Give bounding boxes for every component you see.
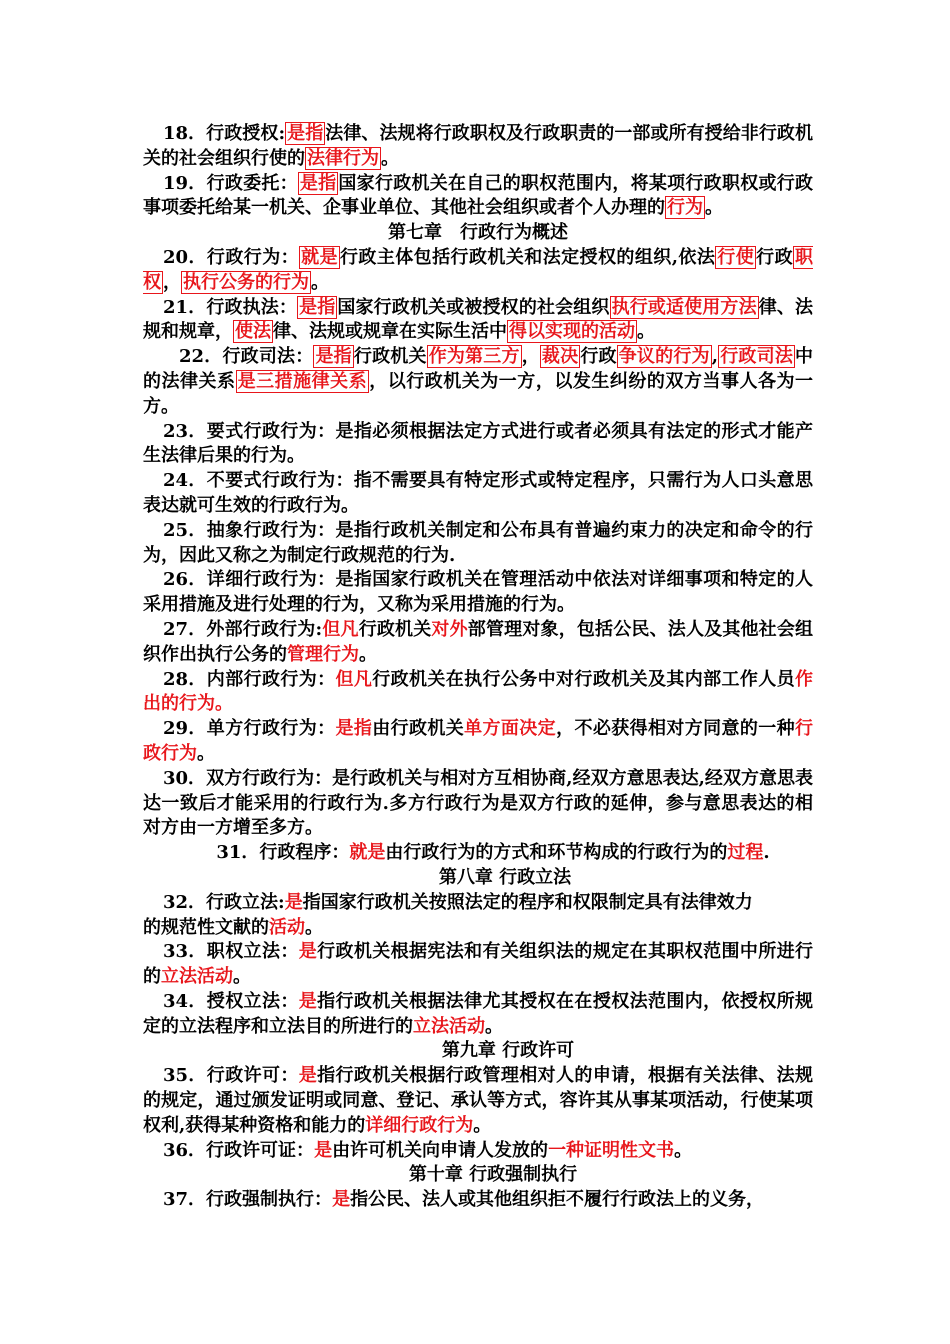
body-text: 部管理对象，包括公民、法人及其他社会组织作出执行公务的 [143, 618, 814, 665]
body-text: 行政 [756, 246, 794, 268]
heading-text: 第七章 行政行为概述 [388, 222, 568, 244]
boxed-highlight-text: 是指 [287, 123, 324, 144]
boxed-highlight-text: 是指 [299, 296, 336, 318]
boxed-highlight-text: 行使 [717, 246, 755, 268]
boxed-highlight-text: 执行公务的行为 [183, 271, 309, 293]
body-text: 中的法律关系 [143, 346, 814, 392]
body-text: 33．职权立法： [163, 941, 299, 963]
body-text: 国家行政机关在自己的职权范围内，将某项行政职权或行政事项委托给某一机关、企事业单位、其他社会组织或者个人办理的 [143, 172, 813, 219]
chapter-heading [143, 221, 813, 246]
body-text: . [763, 842, 770, 864]
definition-paragraph [143, 990, 813, 1040]
boxed-highlight-text: 争议的行为 [618, 346, 710, 368]
body-text: 25．抽象行政行为：是指行政机关制定和公布具有普遍约束力的决定和命令的行为，因此又称之为制定行政规范的行为. [143, 519, 813, 566]
body-text: 18．行政授权: [163, 123, 286, 144]
definition-paragraph [143, 172, 813, 222]
body-text: 指行政机关根据行政管理相对人的申请，根据有关法律、法规的规定，通过颁发证明或同意、登记、承认等方式，容许其从事某项活动，行使某项权利,获得某种资格和能力的 [143, 1065, 813, 1136]
definition-paragraph [143, 122, 813, 172]
body-text: 24．不要式行政行为：指不需要具有特定形式或特定程序，只需行为人口头意思表达就可生效的行政行为。 [143, 470, 813, 516]
red-highlight-text: 是 [298, 990, 318, 1012]
body-text: 行政机关在执行公务中对行政机关及其内部工作人员 [372, 668, 795, 690]
red-highlight-text: 就是 [349, 842, 386, 864]
definition-paragraph [143, 469, 813, 519]
red-highlight-text: 是 [332, 1189, 351, 1211]
body-text: , [711, 346, 719, 368]
body-text: 指公民、法人或其他组织拒不履行行政法上的义务， [350, 1189, 765, 1211]
red-highlight-text: 但凡 [322, 618, 359, 640]
definition-paragraph [143, 717, 813, 767]
boxed-highlight-text: 法律行为 [307, 147, 379, 169]
body-text: 行政主体包括行政机关和法定授权的组织,依法 [339, 246, 716, 268]
definition-paragraph [143, 767, 813, 841]
body-text: 由许可机关向申请人发放的 [332, 1139, 549, 1161]
red-highlight-text: 一种证明性文书 [548, 1139, 675, 1161]
chapter-heading [143, 841, 813, 866]
red-highlight-text: 是 [314, 1139, 333, 1161]
heading-text: 第十章 行政强制执行 [408, 1164, 578, 1186]
body-text: 21．行政执法： [163, 296, 298, 318]
body-text: 由行政机关 [372, 718, 465, 740]
definition-paragraph [143, 916, 813, 941]
definition-paragraph [143, 940, 813, 990]
red-highlight-text: 过程 [727, 842, 764, 864]
boxed-highlight-text: 行政司法 [720, 346, 794, 368]
definition-paragraph [143, 246, 813, 296]
body-text: 。 [381, 147, 399, 169]
boxed-highlight-text: 作为第三方 [428, 346, 520, 368]
body-text: 指行政机关根据法律尤其授权在在授权法范围内，依授权所规定的立法程序和立法目的所进行的 [143, 990, 813, 1037]
red-highlight-text: 是指 [335, 718, 373, 740]
definition-paragraph [143, 296, 813, 346]
body-text: 律、法规或规章在实际生活中 [273, 321, 507, 343]
definition-paragraph [143, 668, 813, 718]
body-text: 36．行政许可证： [163, 1139, 315, 1161]
body-text: 。 [705, 197, 723, 219]
definition-paragraph [143, 1188, 813, 1213]
boxed-highlight-text: 执行或适使用方法 [611, 296, 757, 318]
body-text: ， [521, 346, 540, 368]
body-text: 。 [197, 742, 215, 764]
body-text: 。 [233, 966, 251, 988]
body-text: 22．行政司法： [179, 346, 314, 368]
boxed-highlight-text: 是三措施律关系 [237, 370, 368, 392]
definition-paragraph [143, 1064, 813, 1138]
definition-paragraph [143, 345, 813, 419]
body-text: 。 [674, 1139, 693, 1161]
body-text: 行政 [580, 346, 617, 368]
red-highlight-text: 对外 [431, 618, 468, 640]
body-text: 行政机关根据宪法和有关组织法的规定在其职权范围中所进行的 [143, 941, 813, 988]
red-highlight-text: 立法活动 [413, 1015, 485, 1037]
body-text: 37．行政强制执行： [163, 1189, 333, 1211]
body-text: ，不必获得相对方同意的一种 [556, 718, 796, 740]
body-text: 。 [637, 321, 655, 343]
chapter-heading [143, 866, 813, 891]
red-highlight-text: 活动 [269, 916, 305, 938]
boxed-highlight-text: 是指 [299, 172, 337, 194]
boxed-highlight-text: 裁决 [541, 346, 579, 368]
red-highlight-text: 管理行为 [287, 643, 359, 665]
body-text: 的规范性文献的 [143, 916, 269, 938]
definition-paragraph [143, 568, 813, 618]
body-text: 32．行政立法: [163, 891, 285, 913]
body-text: 31．行政程序： [216, 842, 350, 864]
body-text: ，以行政机关为一方，以发生纠纷的双方当事人各为一方。 [143, 370, 814, 417]
definition-paragraph [143, 891, 813, 916]
definition-paragraph [143, 519, 813, 569]
boxed-highlight-text: 得以实现的活动 [509, 321, 635, 343]
boxed-highlight-text: 使法 [235, 321, 271, 343]
body-text: 29．单方行政行为： [163, 718, 336, 740]
chapter-heading [143, 1163, 813, 1188]
body-text: 由行政行为的方式和环节构成的行政行为的 [385, 842, 728, 864]
red-highlight-text: 立法活动 [161, 966, 233, 988]
body-text: 。 [473, 1114, 492, 1136]
body-text: 26．详细行政行为：是指国家行政机关在管理活动中依法对详细事项和特定的人采用措施及进行处理的行为，又称为采用措施的行为。 [143, 569, 813, 616]
body-text: 28．内部行政行为： [163, 668, 336, 690]
red-highlight-text: 但凡 [335, 668, 373, 690]
heading-text: 第九章 行政许可 [441, 1040, 575, 1062]
body-text: 。 [485, 1015, 503, 1037]
red-highlight-text: 单方面决定 [464, 718, 557, 740]
body-text: 。 [359, 643, 377, 665]
boxed-highlight-text: 职权 [143, 246, 814, 293]
red-highlight-text: 详细行政行为 [365, 1114, 474, 1136]
heading-text: 第八章 行政立法 [438, 866, 572, 888]
chapter-heading [143, 1039, 813, 1064]
red-highlight-text: 行政行为 [143, 718, 814, 764]
boxed-highlight-text: 是指 [315, 346, 352, 368]
body-text: 。 [311, 271, 329, 293]
body-text: 23．要式行政行为：是指必须根据法定方式进行或者必须具有法定的形式才能产生法律后果的行为。 [143, 420, 813, 467]
body-text: 行政机关 [353, 346, 427, 368]
body-text: 20．行政行为： [163, 246, 300, 268]
definition-paragraph [143, 1139, 813, 1164]
body-text: 指国家行政机关按照法定的程序和权限制定具有法律效力 [302, 891, 753, 913]
body-text: ， [163, 271, 181, 293]
body-text: 律、法规和规章， [143, 296, 814, 343]
red-highlight-text: 是 [284, 891, 303, 913]
red-highlight-text: 是 [298, 1065, 318, 1087]
document-body [143, 122, 813, 1213]
body-text: 国家行政机关或被授权的社会组织 [337, 296, 610, 318]
definition-paragraph [143, 420, 813, 470]
red-highlight-text: 作出的行为。 [143, 668, 813, 715]
body-text: 行政机关 [358, 618, 432, 640]
body-text: 27．外部行政行为: [163, 618, 323, 640]
body-text: 法律、法规将行政职权及行政职责的一部或所有授给非行政机关的社会组织行使的 [143, 123, 814, 169]
body-text: 30．双方行政行为：是行政机关与相对方互相协商,经双方意思表达,经双方意思表达一致后才能采用的行政行为.多方行政行为是双方行政的延伸，参与意思表达的相对方由一方增至多方。 [143, 767, 813, 839]
body-text: 19．行政委托： [163, 172, 298, 194]
body-text: 35．行政许可： [163, 1065, 299, 1087]
body-text: 34．授权立法： [163, 990, 299, 1012]
body-text: 。 [305, 916, 323, 938]
boxed-highlight-text: 就是 [301, 246, 338, 268]
definition-paragraph [143, 618, 813, 668]
red-highlight-text: 是 [298, 941, 318, 963]
boxed-highlight-text: 行为 [667, 197, 703, 219]
